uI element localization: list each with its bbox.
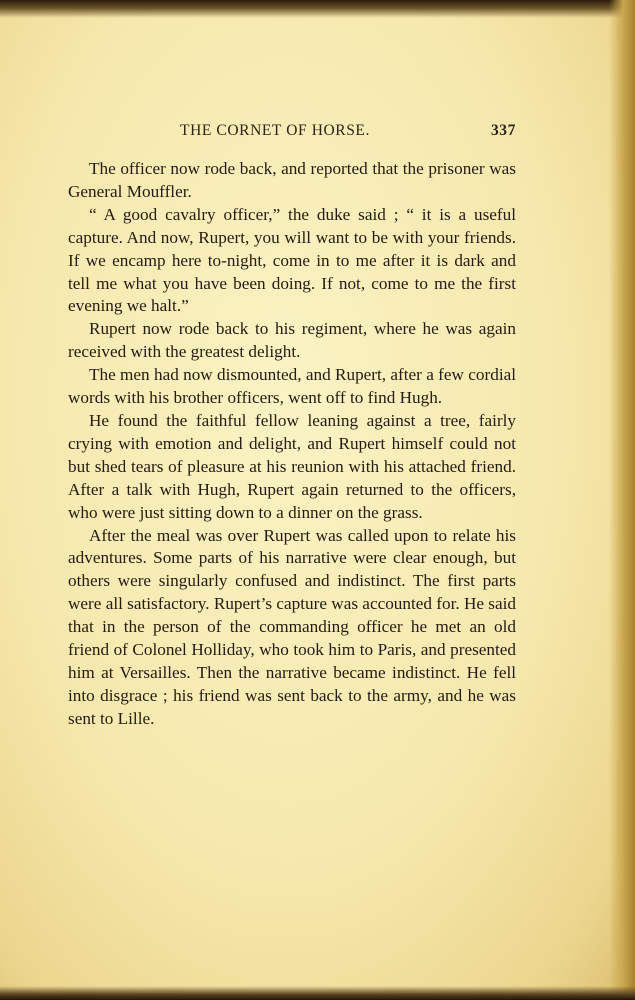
page-number: 337	[490, 122, 516, 139]
paragraph: After the meal was over Rupert was called upon to relate his adventures. Some parts of his narrative were clear enough, but others were singularly confused and indistinct. The first parts were all satisfactory. Rupert’s capture was accounted for. He said that in the person of the commanding officer he met an old friend of Colonel Holliday, who took him to Paris, and presented him at Versailles. Then the narrative became indistinct. He fell into disgrace ; his friend was sent back to the army, and he was sent to Lille.	[68, 525, 516, 728]
running-header	[68, 122, 516, 142]
paragraph: Rupert now rode back to his regiment, where he was again received with the greatest delight.	[68, 319, 516, 362]
paragraph: “ A good cavalry officer,” the duke said ; “ it is a useful capture. And now, Rupert, you will want to be with your friends. If we encamp here to-night, come in to me after it is dark and tell me what you have been doing. If not, come to me the first evening we halt.”	[68, 204, 516, 316]
paragraph: The men had now dismounted, and Rupert, after a few cordial words with his brother officers, went off to find Hugh.	[68, 365, 516, 408]
paragraph: He found the faithful fellow leaning against a tree, fairly crying with emotion and delight, and Rupert himself could not but shed tears of pleasure at his reunion with his attached friend. After a talk with Hugh, Rupert again returned to the officers, who were just sitting down to a dinner on the grass.	[68, 410, 516, 522]
page-edge-shadow	[609, 0, 635, 1000]
running-title: THE CORNET OF HORSE.	[180, 122, 370, 139]
paragraph: The officer now rode back, and reported that the prisoner was General Mouffler.	[68, 159, 516, 201]
page-body-text	[68, 158, 516, 731]
